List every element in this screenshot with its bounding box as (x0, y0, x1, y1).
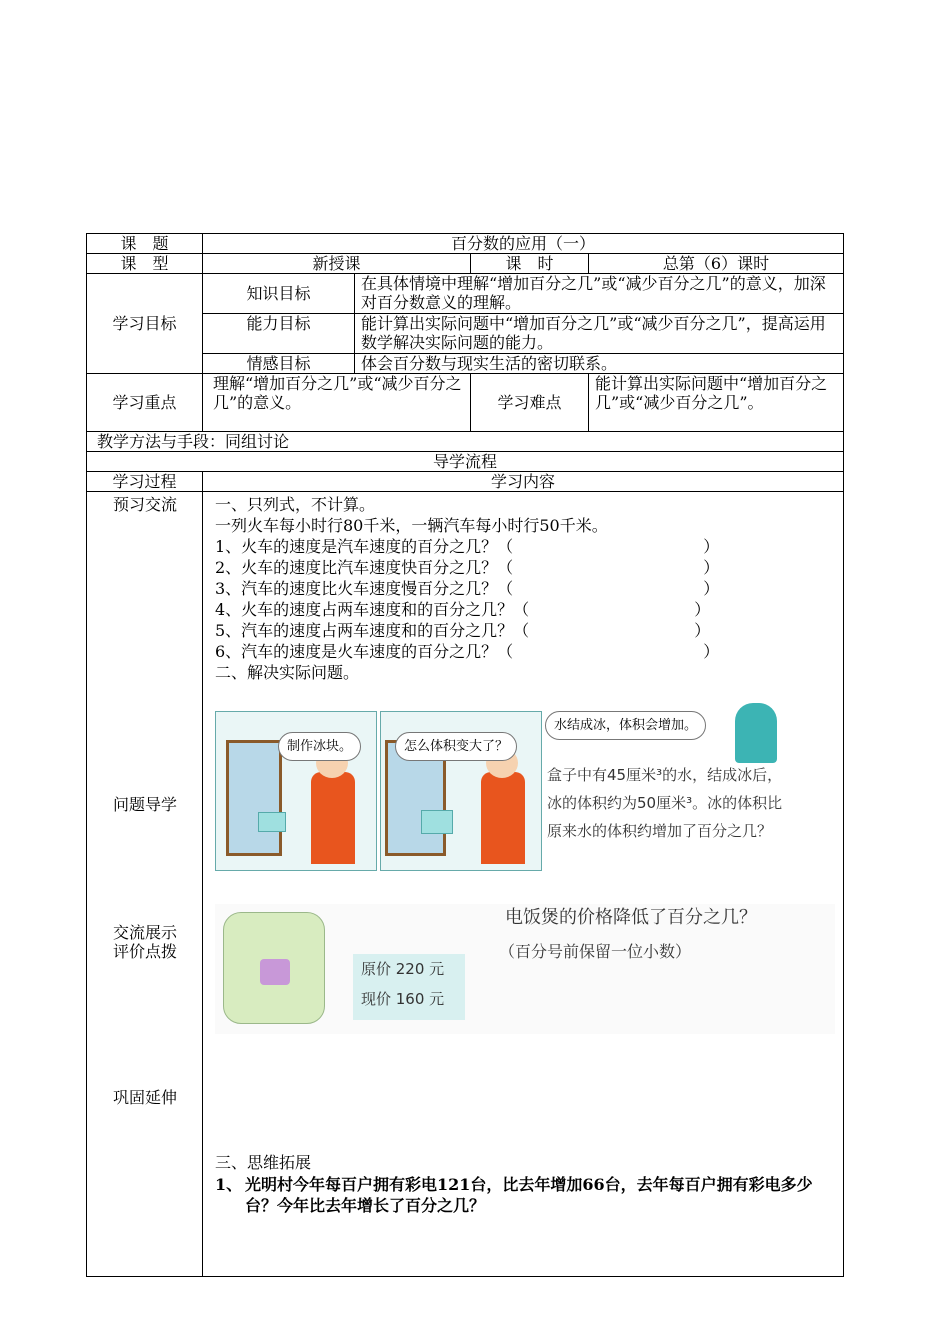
ice-panel-2 (380, 711, 542, 871)
stage-label: 巩固延伸 (112, 1088, 177, 1107)
question-item (215, 620, 833, 641)
question-item (215, 641, 833, 662)
teacher-icon (735, 703, 777, 763)
difficulty-text: 能计算出实际问题中“增加百分之几”或“减少百分之几”。 (589, 374, 844, 432)
close-paren: ） (703, 537, 720, 556)
price-box (353, 954, 465, 1020)
close-paren: ） (703, 642, 720, 661)
question-item (215, 578, 833, 599)
ice-panel-1 (215, 711, 377, 871)
teacher-bubble: 水结成冰，体积会增加。 (545, 711, 706, 740)
type-value: 新授课 (203, 254, 471, 274)
cooker-note: （百分号前保留一位小数） (499, 942, 692, 961)
goal-name: 能力目标 (203, 314, 355, 354)
section3-number: 1、 (215, 1175, 243, 1194)
section2-heading: 二、解决实际问题。 (215, 663, 360, 682)
stage-label: 评价点拨 (112, 942, 177, 961)
goal-name: 情感目标 (203, 354, 355, 374)
topic-label: 课 题 (87, 234, 203, 254)
process-column (87, 492, 203, 1277)
question-item (215, 599, 833, 620)
cooker-question: 电饭煲的价格降低了百分之几？ (505, 907, 757, 928)
close-paren: ） (694, 621, 711, 640)
close-paren: ） (703, 558, 720, 577)
ice-problem: 盒子中有45厘米³的水，结成冰后，冰的体积约为50厘米³。冰的体积比原来水的体积约增加了百分之几？ (547, 766, 783, 840)
period-label: 课 时 (471, 254, 589, 274)
question-text: 3、汽车的速度比火车速度慢百分之几？（ (215, 579, 514, 598)
difficulty-label: 学习难点 (471, 374, 589, 432)
section1-heading: 一、只列式，不计算。 (215, 495, 376, 514)
question-text: 2、火车的速度比汽车速度快百分之几？（ (215, 558, 514, 577)
stage-label: 预习交流 (112, 495, 177, 514)
method-text: 教学方法与手段：同组讨论 (87, 432, 844, 452)
lesson-plan (86, 233, 843, 1277)
ice-cube-icon (421, 810, 453, 834)
period-value: 总第（6）课时 (589, 254, 844, 274)
window-icon (226, 740, 282, 856)
speech-bubble: 制作冰块。 (278, 732, 361, 761)
ice-cube-icon (258, 812, 286, 832)
goal-text: 体会百分数与现实生活的密切联系。 (355, 354, 844, 374)
current-price: 现价 160 元 (361, 990, 445, 1008)
content-header: 学习内容 (203, 472, 844, 492)
cooker-panel-icon (260, 959, 290, 985)
section3-text: 光明村今年每百户拥有彩电121台，比去年增加66台，去年每百户拥有彩电多少台？今年比去年增长了百分之几？ (245, 1175, 813, 1215)
goals-label: 学习目标 (87, 274, 203, 374)
goal-name: 知识目标 (203, 274, 355, 314)
type-label: 课 型 (87, 254, 203, 274)
stage-label: 交流展示 (112, 923, 177, 942)
speech-bubble: 怎么体积变大了？ (395, 732, 517, 761)
focus-text: 理解“增加百分之几”或“减少百分之几”的意义。 (203, 374, 471, 432)
rice-cooker-icon (223, 912, 325, 1024)
question-text: 5、汽车的速度占两车速度和的百分之几？（ (215, 621, 530, 640)
goal-text: 能计算出实际问题中“增加百分之几”或“减少百分之几”，提高运用数学解决实际问题的能力。 (355, 314, 844, 354)
section3-question (215, 1174, 833, 1216)
close-paren: ） (703, 579, 720, 598)
child-icon (311, 772, 355, 864)
child-icon (481, 772, 525, 864)
cooker-illustration (215, 904, 835, 1034)
question-item (215, 536, 833, 557)
question-text: 6、汽车的速度是火车速度的百分之几？（ (215, 642, 514, 661)
section1-intro: 一列火车每小时行80千米，一辆汽车每小时行50千米。 (215, 516, 608, 535)
process-header: 学习过程 (87, 472, 203, 492)
question-item (215, 557, 833, 578)
close-paren: ） (694, 600, 711, 619)
content-column (203, 492, 844, 1277)
ice-illustration (215, 703, 787, 873)
focus-label: 学习重点 (87, 374, 203, 432)
question-text: 4、火车的速度占两车速度和的百分之几？（ (215, 600, 530, 619)
topic-value: 百分数的应用（一） (203, 234, 844, 254)
goal-text: 在具体情境中理解“增加百分之几”或“减少百分之几”的意义，加深对百分数意义的理解。 (355, 274, 844, 314)
stage-label: 问题导学 (112, 795, 177, 814)
section3-heading: 三、思维拓展 (215, 1153, 312, 1172)
flow-title: 导学流程 (87, 452, 844, 472)
lesson-table (86, 233, 844, 1277)
question-text: 1、火车的速度是汽车速度的百分之几？（ (215, 537, 514, 556)
original-price: 原价 220 元 (361, 960, 445, 978)
